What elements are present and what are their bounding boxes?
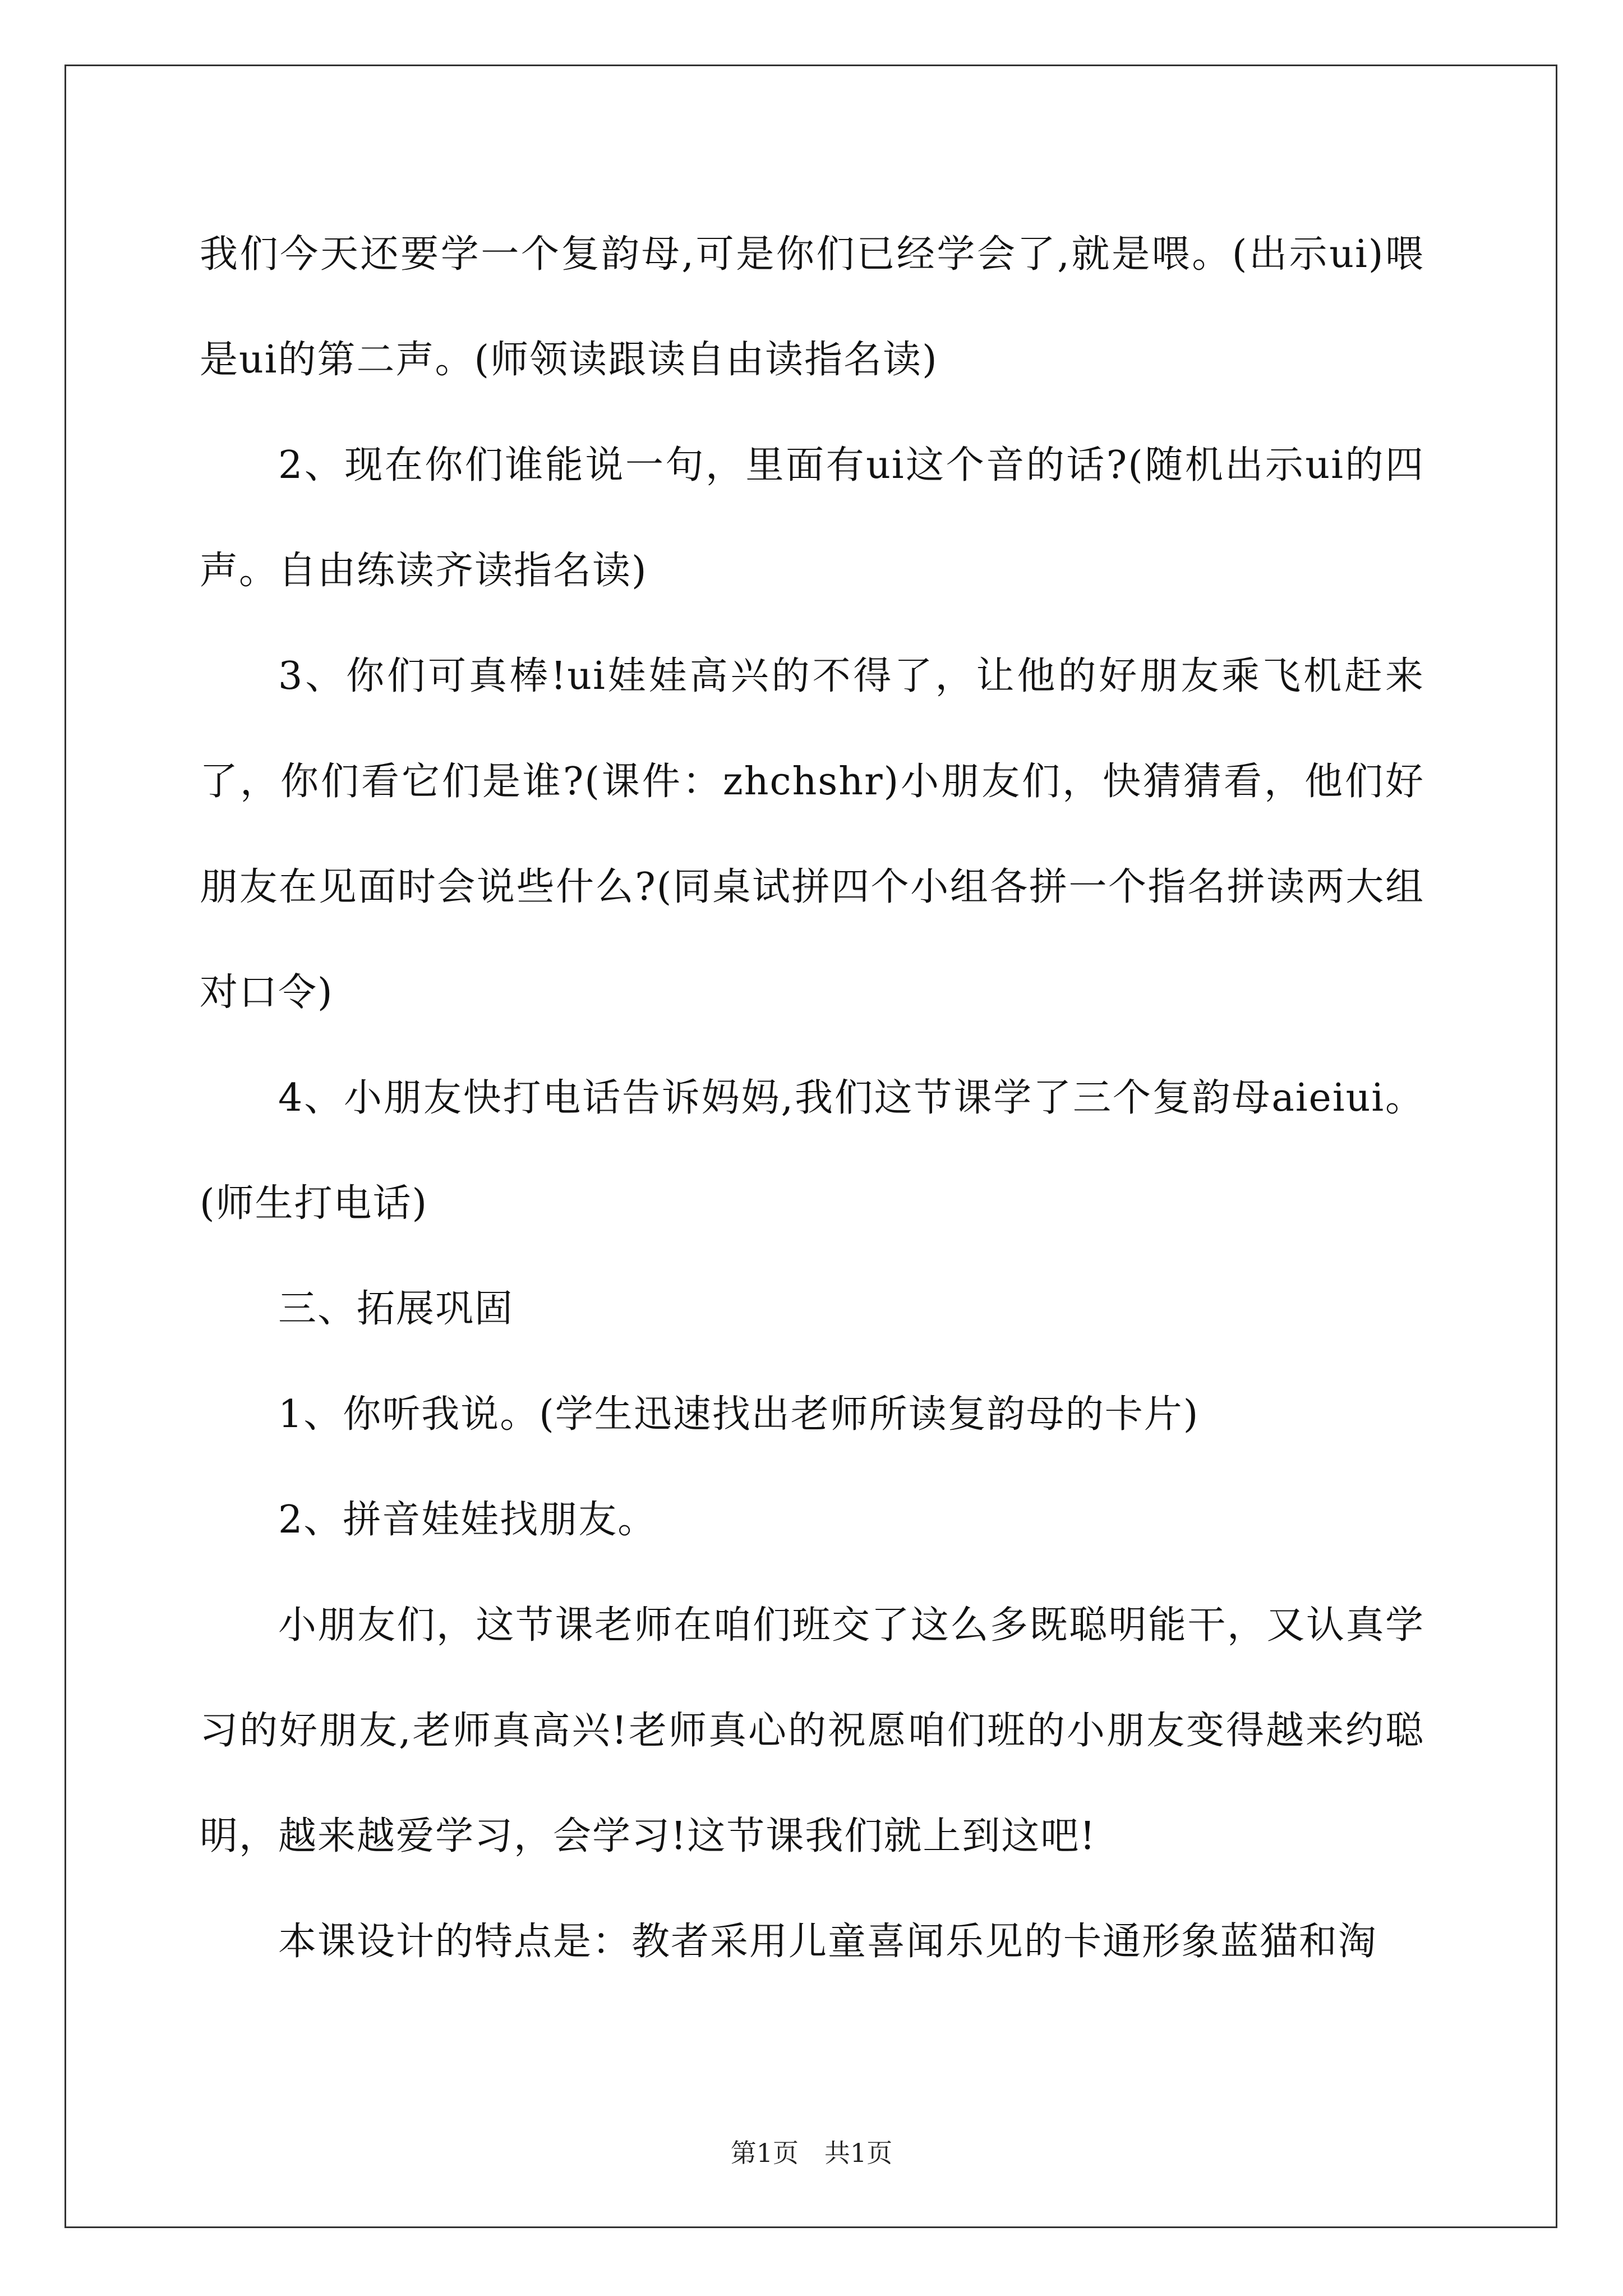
document-body: [200, 202, 1424, 1995]
paragraph-3: 3、你们可真棒!ui娃娃高兴的不得了，让他的好朋友乘飞机赶来了，你们看它们是谁?(课件：zhchshr)小朋友们，快猜猜看，他们好朋友在见面时会说些什么?(同桌试拼四个小组各拼一个指名拼读两大组对口令): [200, 654, 1424, 1015]
page-number: 第1页: [730, 2138, 799, 2168]
paragraph-7: 小朋友们，这节课老师在咱们班交了这么多既聪明能干，又认真学习的好朋友,老师真高兴!老师真心的祝愿咱们班的小朋友变得越来约聪明，越来越爱学习，会学习!这节课我们就上到这吧!: [200, 1603, 1424, 1858]
page-footer: [0, 2133, 1623, 2170]
paragraph-1: 我们今天还要学一个复韵母,可是你们已经学会了,就是喂。(出示ui)喂是ui的第二声。(师领读跟读自由读指名读): [200, 232, 1424, 382]
paragraph-6: 2、拼音娃娃找朋友。: [278, 1498, 657, 1542]
paragraph-5: 1、你听我说。(学生迅速找出老师所读复韵母的卡片): [278, 1392, 1200, 1437]
page-total: 共1页: [824, 2138, 893, 2168]
section-heading: 三、拓展巩固: [278, 1287, 514, 1331]
paragraph-4: 4、小朋友快打电话告诉妈妈,我们这节课学了三个复韵母aieiui。(师生打电话): [200, 1076, 1424, 1226]
paragraph-2: 2、现在你们谁能说一句，里面有ui这个音的话?(随机出示ui的四声。自由练读齐读指名读): [200, 443, 1424, 593]
paragraph-8: 本课设计的特点是：教者采用儿童喜闻乐见的卡通形象蓝猫和淘: [278, 1920, 1378, 1964]
